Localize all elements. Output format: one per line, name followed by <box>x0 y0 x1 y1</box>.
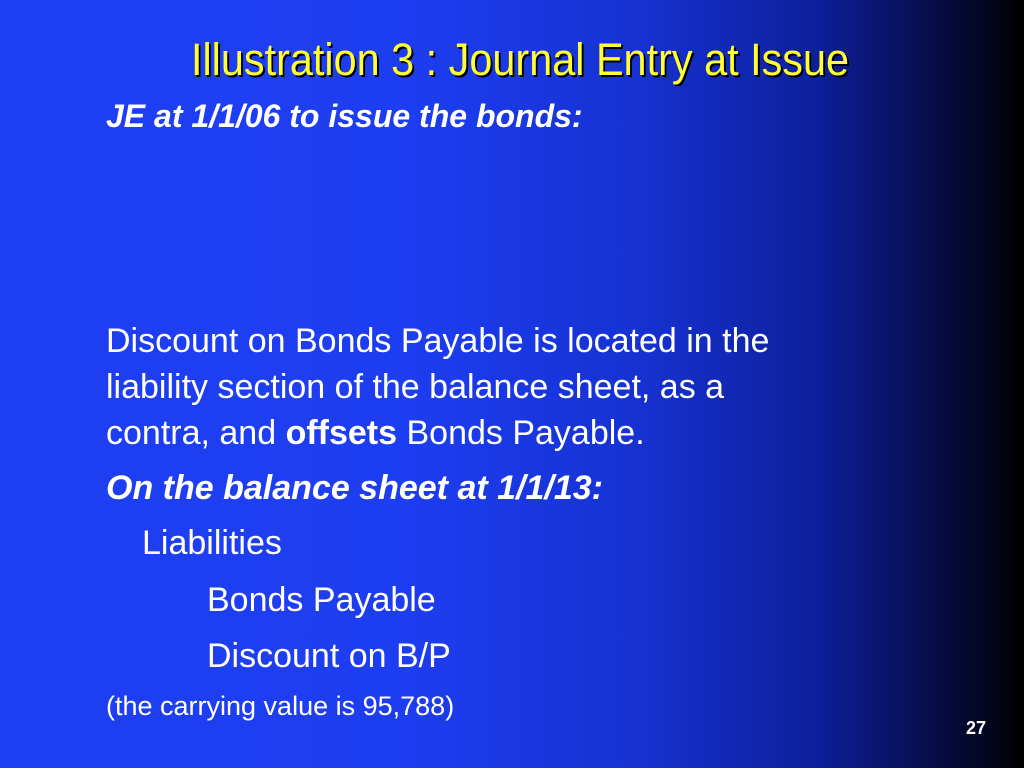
explanation-line-2: liability section of the balance sheet, as a <box>106 368 725 406</box>
page-number: 27 <box>965 718 986 738</box>
balance-sheet-heading: On the balance sheet at 1/1/13: <box>106 469 603 507</box>
carrying-value-note: (the carrying value is 95,788) <box>106 691 455 721</box>
bonds-payable-label: Bonds Payable <box>207 581 436 619</box>
liabilities-label: Liabilities <box>142 524 282 562</box>
discount-label: Discount on B/P <box>207 637 451 675</box>
explanation-line-3 <box>106 410 769 456</box>
explanation-line-1: Discount on Bonds Payable is located in the <box>106 322 770 360</box>
explanation-line-3-end: Bonds Payable. <box>397 414 645 452</box>
offsets-bold-text: offsets <box>285 414 398 452</box>
slide-title: Illustration 3 : Journal Entry at Issue <box>190 34 850 85</box>
explanation-paragraph <box>106 318 769 456</box>
je-subtitle: JE at 1/1/06 to issue the bonds: <box>106 98 583 134</box>
explanation-line-3-start: contra, and <box>106 414 286 452</box>
